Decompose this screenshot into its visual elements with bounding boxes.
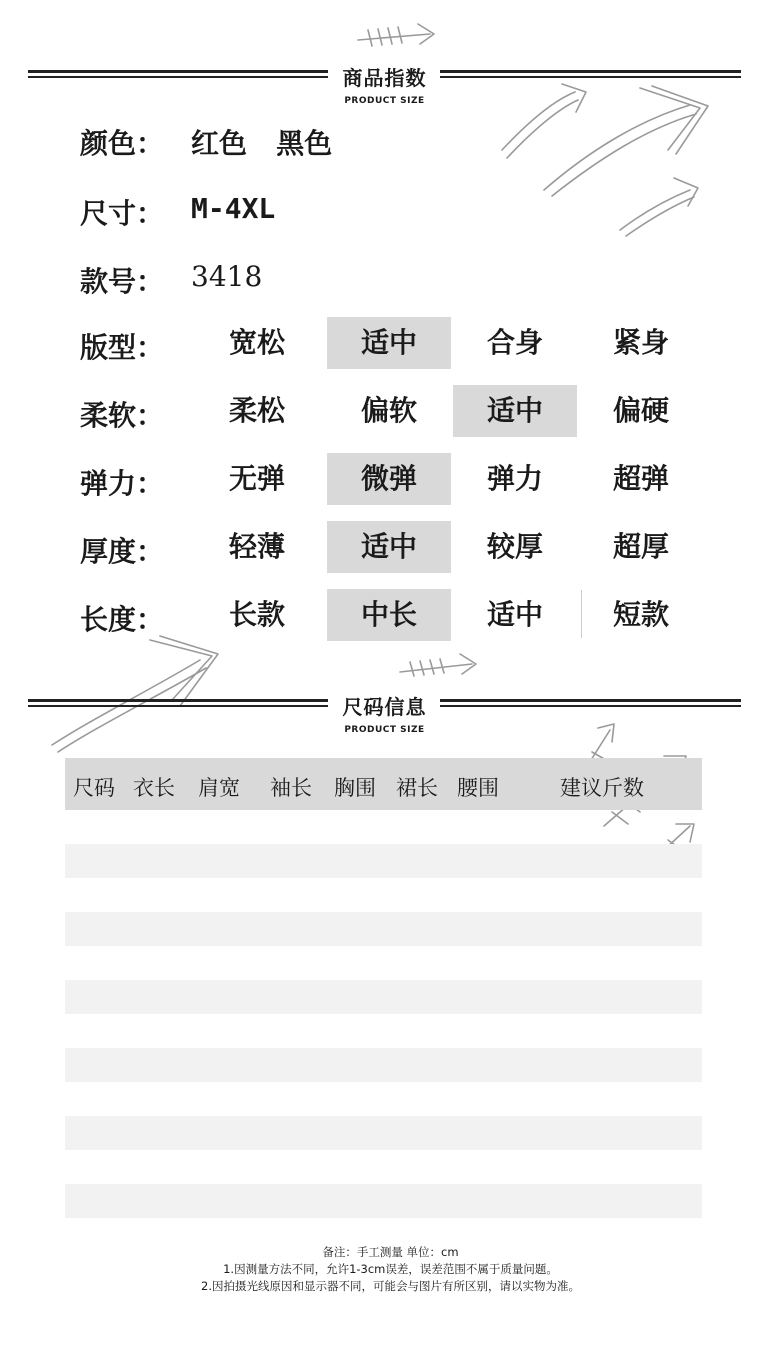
rating-option-selected: 适中 [327,317,451,369]
rating-option-selected: 中长 [327,589,451,641]
section-title: 尺码信息 [342,695,427,719]
rating-row [0,385,781,437]
section-subtitle: PRODUCT SIZE [344,96,425,106]
rating-option-selected: 适中 [453,385,577,437]
attr-style-number [80,260,263,300]
rating-row [0,317,781,369]
rating-option: 弹力 [486,462,543,495]
section-subtitle: PRODUCT SIZE [344,725,425,735]
rating-option: 宽松 [228,326,285,359]
rating-option-selected: 适中 [327,521,451,573]
note-line: 备注：手工测量 单位：cm [322,1245,459,1259]
table-row [65,980,702,1014]
feather-arrow-icon [358,24,434,46]
attr-label: 颜色： [80,127,165,160]
table-row [65,946,702,980]
rating-option: 无弹 [228,462,285,495]
attr-label: 尺寸： [80,197,165,230]
column-header: 胸围 [334,776,376,800]
table-row [65,912,702,946]
rating-option-selected: 微弹 [327,453,451,505]
table-row [65,1048,702,1082]
table-row [65,1150,702,1184]
table-row [65,1116,702,1150]
rating-option: 柔松 [228,394,285,427]
product-index-header [28,66,741,120]
column-header: 建议斤数 [560,776,644,800]
attr-value: 3418 [191,260,263,293]
feather-arrow-icon [400,654,476,676]
attr-value: M-4XL [191,192,276,225]
attr-label: 款号： [80,265,165,298]
rating-option: 偏硬 [612,394,669,427]
rating-option: 长款 [228,598,285,631]
rating-row [0,521,781,573]
rating-option: 轻薄 [228,530,285,563]
table-row [65,1014,702,1048]
rating-label: 柔软： [80,399,165,432]
section-title: 商品指数 [342,66,427,90]
attr-value: 红色 黑色 [191,127,333,160]
table-row [65,844,702,878]
rating-option: 合身 [486,326,543,359]
rating-option: 偏软 [360,394,417,427]
rating-option: 紧身 [612,326,669,359]
rating-option: 较厚 [486,530,543,563]
rating-row [0,453,781,505]
attr-color [80,122,333,162]
notes [0,1244,781,1295]
size-info-header [28,695,741,749]
column-header: 裙长 [396,776,438,800]
rating-label: 长度： [80,603,165,636]
column-divider [581,590,582,638]
table-row [65,1184,702,1218]
rating-row [0,589,781,641]
attr-size [80,192,276,232]
table-row [65,878,702,912]
column-header: 腰围 [457,776,499,800]
rating-label: 厚度： [80,535,165,568]
rating-option: 超弹 [612,462,669,495]
note-line: 2.因拍摄光线原因和显示器不同，可能会与图片有所区别，请以实物为准。 [201,1279,580,1293]
rating-option: 适中 [486,598,543,631]
rating-option: 超厚 [612,530,669,563]
column-header: 尺码 [73,776,115,800]
column-header: 肩宽 [198,776,240,800]
column-header: 衣长 [133,776,175,800]
size-table-header [65,758,702,810]
column-header: 袖长 [270,776,312,800]
rating-label: 弹力： [80,467,165,500]
note-line: 1.因测量方法不同，允许1-3cm误差，误差范围不属于质量问题。 [223,1262,558,1276]
rating-option: 短款 [612,598,669,631]
table-row [65,1082,702,1116]
rating-label: 版型： [80,331,165,364]
